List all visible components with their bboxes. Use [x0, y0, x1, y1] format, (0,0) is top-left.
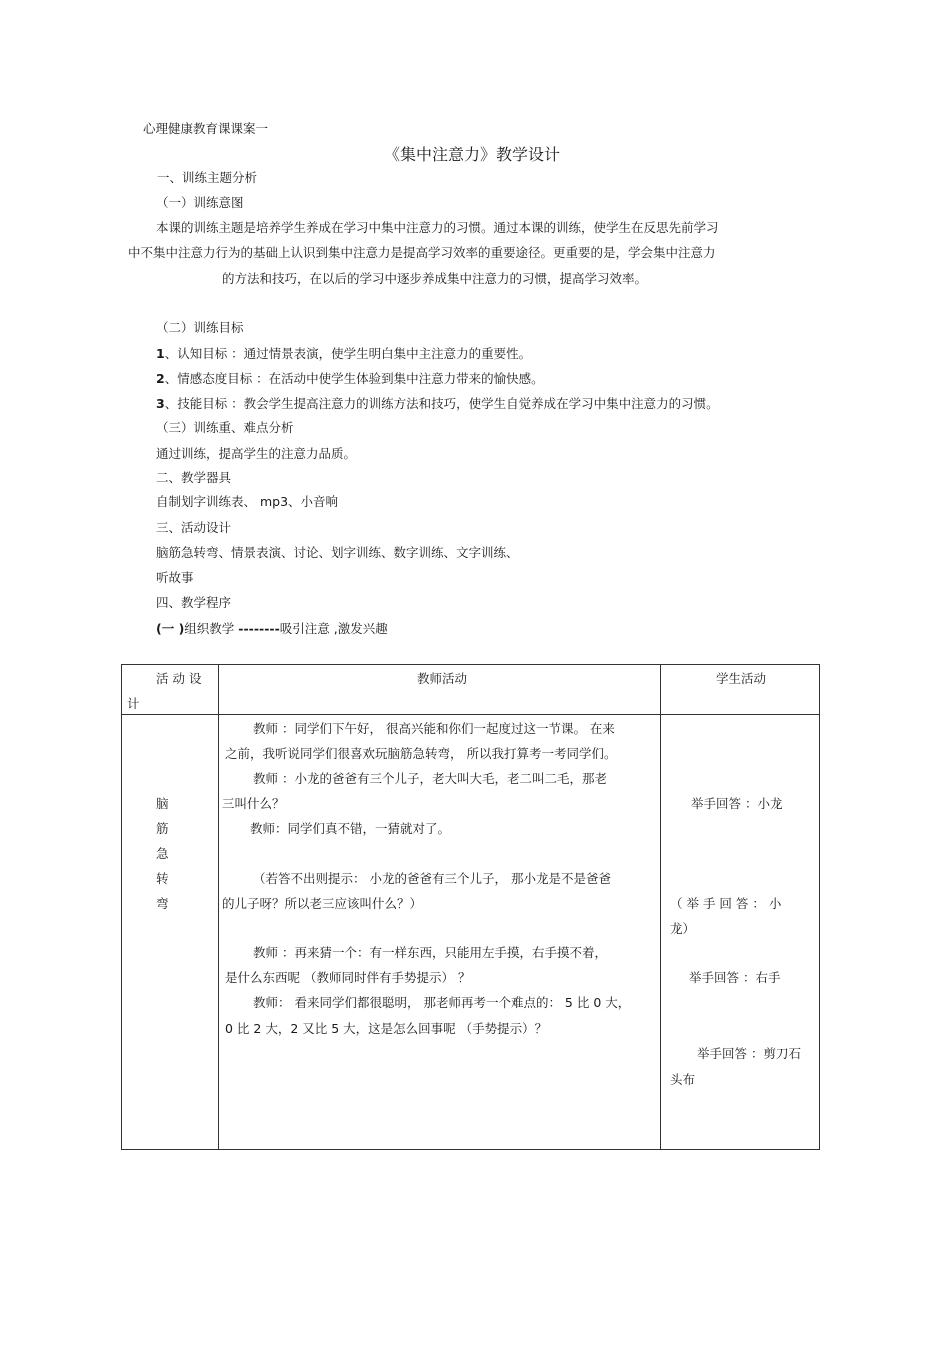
teacher-line: 之前，我听说同学们很喜欢玩脑筋急转弯， 所以我打算考一考同学们。 — [225, 746, 617, 761]
header-teacher-label: 教师活动 — [417, 671, 468, 686]
goal-1-text: 、认知目标 ：通过情景表演，使学生明白集中主注意力的重要性。 — [164, 346, 532, 361]
table-row — [122, 715, 820, 1150]
activity-char-2: 筋 — [156, 821, 169, 836]
table-header-row — [122, 665, 820, 715]
student-activity-cell — [661, 715, 820, 1150]
goal-2 — [156, 371, 544, 387]
header-activity-cell — [122, 665, 219, 715]
goal-3-number: 3 — [156, 396, 165, 411]
goal-3 — [156, 396, 719, 412]
teacher-line: 三叫什么？ — [222, 796, 285, 811]
teacher-line: 教师 ：小龙的爸爸有三个儿子，老大叫大毛，老二叫二毛，那老 — [253, 771, 607, 786]
intro-line-3: 的方法和技巧，在以后的学习中逐步养成集中注意力的习惯，提高学习效率。 — [222, 271, 648, 286]
doc-header: 心理健康教育课课案一 — [143, 121, 269, 136]
goal-2-number: 2 — [156, 371, 165, 386]
section-4-1-suffix: 吸引注意 ,激发兴趣 — [279, 621, 388, 636]
subsection-1-3-text: 通过训练，提高学生的注意力品质。 — [156, 446, 357, 461]
section-4-1-heading — [156, 621, 388, 637]
section-2-heading: 二、教学器具 — [156, 470, 232, 485]
header-activity-line-2: 计 — [127, 696, 140, 711]
goal-2-text: 、情感态度目标 ：在活动中使学生体验到集中注意力带来的愉快感。 — [164, 371, 544, 386]
activity-char-3: 急 — [156, 846, 169, 861]
section-4-1-dash: -------- — [238, 621, 280, 636]
section-1-heading: 一、训练主题分析 — [157, 170, 258, 185]
section-4-1-mid: 组织教学 — [184, 621, 239, 636]
section-4-1-prefix: (一 ) — [156, 621, 185, 636]
goal-1-number: 1 — [156, 346, 165, 361]
header-student-label: 学生活动 — [716, 671, 767, 686]
activity-char-4: 转 — [156, 871, 169, 886]
section-4-heading: 四、教学程序 — [156, 595, 232, 610]
subsection-1-2-heading: （二）训练目标 — [156, 320, 244, 335]
student-line: 举手回答 ：剪刀石 — [697, 1046, 801, 1061]
goal-1 — [156, 346, 531, 362]
student-line: 头布 — [670, 1072, 696, 1087]
activity-cell — [122, 715, 219, 1150]
section-3-heading: 三、活动设计 — [156, 520, 232, 535]
header-teacher-cell — [219, 665, 661, 715]
subsection-1-1-heading: （一）训练意图 — [156, 195, 244, 210]
teacher-line: （若答不出则提示： 小龙的爸爸有三个儿子， 那小龙是不是爸爸 — [253, 871, 611, 886]
teacher-activity-cell — [219, 715, 661, 1150]
subsection-1-3-heading: （三）训练重、难点分析 — [156, 420, 294, 435]
teacher-line: 0 比 2 大，2 又比 5 大，这是怎么回事呢 （手势提示）？ — [225, 1021, 548, 1036]
teacher-line: 是什么东西呢 （教师同时伴有手势提示） ？ — [225, 970, 471, 985]
teacher-line: 教师： 看来同学们都很聪明， 那老师再考一个难点的： 5 比 0 大， — [253, 995, 631, 1010]
section-3-text-2: 听故事 — [156, 570, 194, 585]
goal-3-text: 、技能目标 ：教会学生提高注意力的训练方法和技巧，使学生自觉养成在学习中集中注意力的习惯。 — [164, 396, 719, 411]
teacher-line: 的儿子呀？所以老三应该叫什么？） — [222, 896, 423, 911]
activity-char-5: 弯 — [156, 896, 169, 911]
teacher-line: 教师 ：再来猜一个：有一样东西，只能用左手摸，右手摸不着， — [253, 945, 607, 960]
page-title: 《集中注意力》教学设计 — [384, 145, 561, 164]
section-3-text-1: 脑筋急转弯、情景表演、讨论、划字训练、数字训练、文字训练、 — [156, 545, 519, 560]
student-line: 龙） — [670, 921, 696, 936]
lesson-table — [121, 664, 820, 1150]
student-line: （ 举 手 回 答 ： 小 — [670, 896, 782, 911]
student-line: 举手回答 ：右手 — [689, 970, 781, 985]
teacher-line: 教师 ：同学们下午好， 很高兴能和你们一起度过这一节课。 在来 — [253, 721, 615, 736]
section-2-text: 自制划字训练表、 mp3、小音响 — [156, 494, 339, 509]
header-student-cell — [661, 665, 820, 715]
intro-line-2: 中不集中注意力行为的基础上认识到集中注意力是提高学习效率的重要途径。更重要的是，学会集中注意力 — [128, 245, 716, 260]
student-line: 举手回答 ：小龙 — [691, 796, 783, 811]
header-activity-line-1: 活 动 设 — [156, 671, 202, 686]
activity-char-1: 脑 — [156, 796, 169, 811]
intro-line-1: 本课的训练主题是培养学生养成在学习中集中注意力的习惯。通过本课的训练，使学生在反思先前学习 — [156, 220, 719, 235]
teacher-line: 教师：同学们真不错，一猜就对了。 — [250, 821, 451, 836]
